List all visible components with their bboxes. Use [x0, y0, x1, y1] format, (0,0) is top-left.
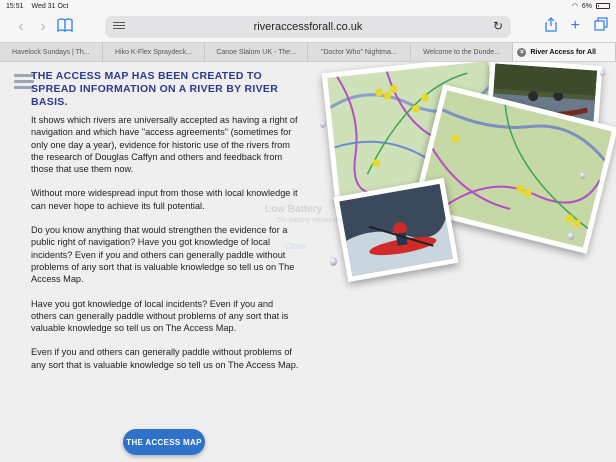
tab-label: Havelock Sundays | Th...	[12, 48, 90, 56]
tabs-overview-icon[interactable]	[594, 17, 608, 37]
reader-icon[interactable]	[113, 22, 125, 32]
status-bar	[0, 0, 616, 12]
paragraph: Without more widespread input from those with local knowledge it can never hope to achieve its full potential.	[31, 188, 298, 211]
tab-label: Canoe Slalom UK - The...	[216, 48, 296, 56]
tab-doctor-who[interactable]	[308, 43, 411, 61]
page-heading: THE ACCESS MAP HAS BEEN CREATED TO SPREAD INFORMATION ON A RIVER BY RIVER BASIS.	[31, 70, 279, 108]
address-bar[interactable]	[105, 16, 511, 38]
battery-icon	[596, 3, 610, 9]
water-drop	[600, 70, 605, 76]
alert-title: Low Battery	[265, 204, 323, 215]
alert-close-button[interactable]: Close	[285, 242, 306, 251]
water-drop	[320, 120, 326, 128]
tab-label: River Access for All	[530, 48, 596, 56]
web-page	[0, 62, 616, 462]
status-date: Wed 31 Oct	[31, 2, 69, 10]
reload-icon[interactable]: ↻	[492, 19, 503, 33]
bookmarks-icon[interactable]	[54, 18, 76, 37]
alert-subtitle: 5% battery remaining	[277, 217, 344, 224]
tab-hiko[interactable]	[103, 43, 206, 61]
paragraph: Do you know anything that would strengthen the evidence for a public right of navigation? Have you got knowledge of local incidents? Even if you and others can generally paddle without problems of any sort that is valuable knowledge so tell us on The Access Map.	[31, 225, 295, 285]
low-battery-alert	[265, 204, 385, 284]
tab-label: Welcome to the Dunde...	[423, 48, 500, 56]
water-drop	[568, 232, 574, 240]
access-map-button[interactable]: THE ACCESS MAP	[123, 429, 205, 455]
paragraph: Even if you and others can generally paddle without problems of any sort that is valuable knowledge so tell us on The Access Map.	[31, 347, 299, 370]
new-tab-icon[interactable]: +	[570, 17, 580, 34]
paragraph: It shows which rivers are universally accepted as having a right of navigation and which have "access agreements" (sometimes for only one day a year), evidence for historic use of the rivers from the research of Douglas Caffyn and others and feedback from those that use them now.	[31, 115, 298, 175]
browser-toolbar	[0, 12, 616, 42]
back-button[interactable]: ‹	[18, 18, 24, 35]
tab-bar	[0, 42, 616, 62]
tab-havelock[interactable]	[0, 43, 103, 61]
page-content	[31, 114, 301, 383]
address-url: riveraccessforall.co.uk	[253, 21, 363, 33]
forward-button[interactable]: ›	[40, 18, 46, 35]
battery-percent: 6%	[581, 2, 592, 10]
tab-label: "Doctor Who" Nightma...	[320, 48, 397, 56]
status-time: 15:51	[6, 2, 24, 10]
tab-river-access[interactable]	[513, 43, 616, 61]
close-tab-icon[interactable]: ×	[517, 48, 526, 57]
tab-dundee[interactable]	[411, 43, 514, 61]
tab-canoe-slalom[interactable]	[205, 43, 308, 61]
paragraph: Have you got knowledge of local incidents? Even if you and others can generally paddle without problems of any sort that is valuable knowledge so tell us on The Access Map.	[31, 298, 289, 334]
share-icon[interactable]	[545, 17, 557, 37]
tab-label: Hiko K-Flex Spraydeck...	[114, 48, 193, 56]
wifi-icon: ◠	[571, 3, 578, 10]
water-drop	[580, 172, 585, 179]
